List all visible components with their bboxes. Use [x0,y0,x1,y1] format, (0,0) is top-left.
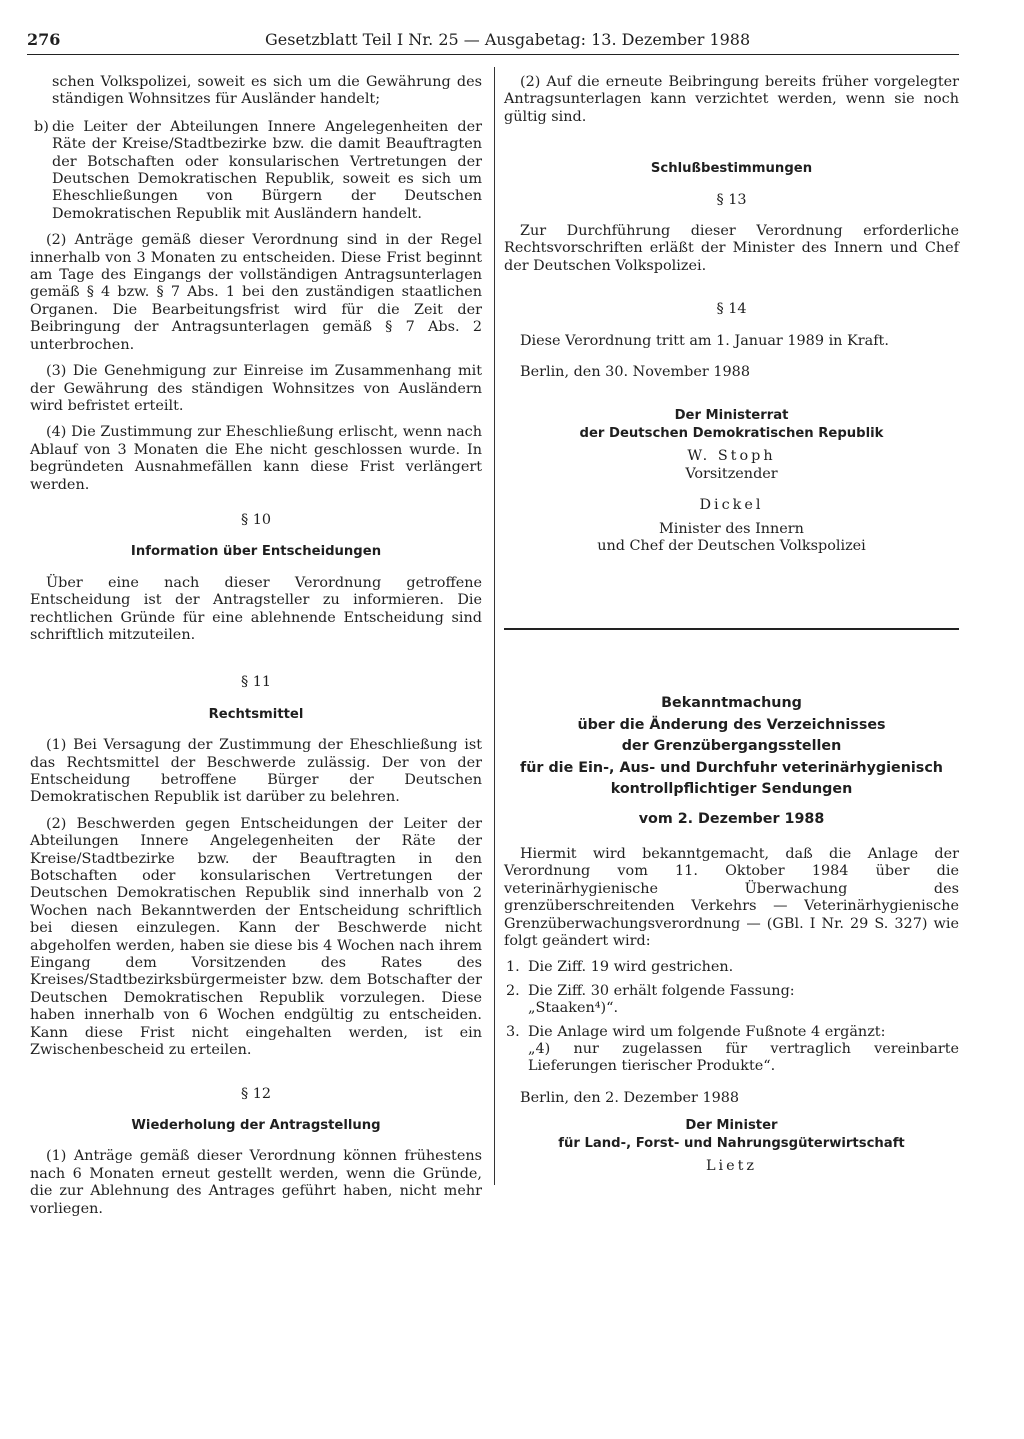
section-number: § 13 [716,191,747,208]
paragraph: (2) Beschwerden gegen Entscheidungen der Leiter der Abteilungen Innere Angelegenheiten der Räte der Kreise/Stadtbezirke bzw. der Beauftragten in den Botschaften oder konsularischen Vertretungen der Deutschen Demokratischen Republik sind innerhalb von 2 Wochen nach Bekanntwerden der Entscheidung schriftlich bei diesen einzulegen. Kann der Beschwerde nicht abgeholfen werden, haben sie diese bis 4 Wochen nach ihrem Eingang dem Vorsitzenden des Rates des Kreises/Stadtbezirksbürgermeister bzw. dem Botschafter der Deutschen Demokratischen Republik vorzulegen. Diese haben innerhalb von 6 Wochen endgültig zu entscheiden. Kann diese Frist nicht eingehalten werden, ist ein Zwischenbescheid zu erteilen. [30,815,482,1059]
place-date: Berlin, den 2. Dezember 1988 [520,1089,740,1106]
list-item-b [30,119,482,223]
section-number: § 10 [240,511,272,528]
title-line: kontrollpflichtiger Sendungen [610,781,853,798]
signatory-body: Der Minister [685,1118,778,1134]
paragraph: (3) Die Genehmigung zur Einreise im Zusammenhang mit der Gewährung des ständigen Wohnsitzes von Ausländern wird befristet erteilt. [30,363,482,414]
signatory-role: Minister des Innern [659,520,804,537]
gazette-title: Gesetzblatt Teil I Nr. 25 — Ausgabetag: 13. Dezember 1988 [265,30,751,49]
signatory-body: Der Ministerrat [674,408,789,424]
item-text: Die Ziff. 19 wird gestrichen. [528,959,734,976]
paragraph: Über eine nach dieser Verordnung getroffene Entscheidung ist der Antragsteller zu informieren. Die rechtlichen Gründe für eine ablehnende Entscheidung sind schriftlich mitzuteilen. [30,574,482,643]
paragraph: Hiermit wird bekanntgemacht, daß die Anlage der Verordnung vom 11. Oktober 1984 über die veterinärhygienische Überwachung des grenzüberschreitenden Verkehrs — Veterinärhygienische Grenzüberwachungsverordnung — (GBl. I Nr. 29 S. 327) wie folgt geändert wird: [504,846,959,950]
paragraph: Zur Durchführung dieser Verordnung erforderliche Rechtsvorschriften erläßt der Minister des Innern und Chef der Deutschen Volkspolizei. [504,223,959,274]
paragraph: Diese Verordnung tritt am 1. Januar 1989 in Kraft. [520,332,889,349]
title-line: für die Ein-, Aus- und Durchfuhr veterinärhygienisch [520,759,943,776]
section-number: § 14 [716,301,747,318]
paragraph-continuation: schen Volkspolizei, soweit es sich um die Gewährung des ständigen Wohnsitzes für Ausländer handelt; [52,74,482,108]
item-label: b) [34,118,49,135]
section-number: § 12 [240,1085,272,1102]
announcement-title [504,693,959,831]
list-item [504,983,959,1018]
page-number: 276 [27,30,61,49]
page-header [27,30,959,55]
signatory-name: W. Stoph [687,448,776,465]
section-number: § 11 [240,674,272,691]
announcement-body [504,846,959,1176]
place-date: Berlin, den 30. November 1988 [520,364,750,381]
signatory-body: der Deutschen Demokratischen Republik [579,425,884,441]
paragraph: (2) Auf die erneute Beibringung bereits früher vorgelegter Antragsunterlagen kann verzichtet werden, wenn sie noch gültig sind. [504,74,959,125]
paragraph: (4) Die Zustimmung zur Eheschließung erlischt, wenn nach Ablauf von 3 Monaten die Ehe nicht geschlossen wurde. In begründeten Ausnahmefällen kann diese Frist verlängert werden. [30,424,482,493]
section-separator [504,628,959,630]
signatory-body: für Land-, Forst- und Nahrungsgüterwirtschaft [558,1135,905,1151]
item-text: Die Ziff. 30 erhält folgende Fassung: [528,982,795,999]
item-text: die Leiter der Abteilungen Innere Angelegenheiten der Räte der Kreise/Stadtbezirke bzw. die damit Beauftragten der Botschaften oder konsularischen Vertretungen der Deutschen Demokratischen Republik, soweit es sich um Eheschließungen von Bürgern der Deutschen Demokratischen Republik mit Ausländern handelt. [52,118,482,222]
paragraph: (1) Bei Versagung der Zustimmung der Eheschließung ist das Rechtsmittel der Beschwerde zulässig. Der von der Entscheidung betroffene Bürger der Deutschen Demokratischen Republik ist darüber zu belehren. [30,737,482,806]
item-quote: „4) nur zugelassen für vertraglich vereinbarte Lieferungen tierischer Produkte“. [528,1041,959,1075]
list-item [504,1024,959,1076]
right-column [504,74,959,555]
item-label: 2. [506,982,520,999]
section-title: Rechtsmittel [208,706,304,722]
section-title: Wiederholung der Antragstellung [131,1117,381,1133]
paragraph: (2) Anträge gemäß dieser Verordnung sind in der Regel innerhalb von 3 Monaten zu entscheiden. Diese Frist beginnt am Tage des Eingangs der vollständigen Antragsunterlagen gemäß § 4 bzw. § 7 Abs. 1 bei den zuständigen staatlichen Organen. Die Bearbeitungsfrist wird für die Zeit der Beibringung der Antragsunterlagen gemäß § 7 Abs. 2 unterbrochen. [30,232,482,353]
signatory-name: Dickel [699,497,764,514]
section-title: Information über Entscheidungen [130,544,382,560]
announcement-date: vom 2. Dezember 1988 [638,810,825,827]
list-item [504,959,959,976]
signatory-role: und Chef der Deutschen Volkspolizei [597,537,866,554]
title-line: über die Änderung des Verzeichnisses [577,716,886,733]
left-column [30,74,482,1227]
column-divider [494,67,495,1185]
item-text: Die Anlage wird um folgende Fußnote 4 ergänzt: [528,1023,886,1040]
section-heading: Schlußbestimmungen [650,161,813,177]
signatory-role: Vorsitzender [685,465,778,482]
item-label: 1. [506,959,520,976]
paragraph: (1) Anträge gemäß dieser Verordnung können frühestens nach 6 Monaten erneut gestellt werden, wenn die Gründe, die zur Ablehnung des Antrages geführt haben, nicht mehr vorliegen. [30,1148,482,1217]
title-line: der Grenzübergangsstellen [621,738,842,755]
item-label: 3. [506,1023,520,1040]
item-quote: „Staaken⁴)“. [528,1000,619,1017]
title-line: Bekanntmachung [661,695,802,711]
signatory-name: Lietz [705,1158,758,1175]
